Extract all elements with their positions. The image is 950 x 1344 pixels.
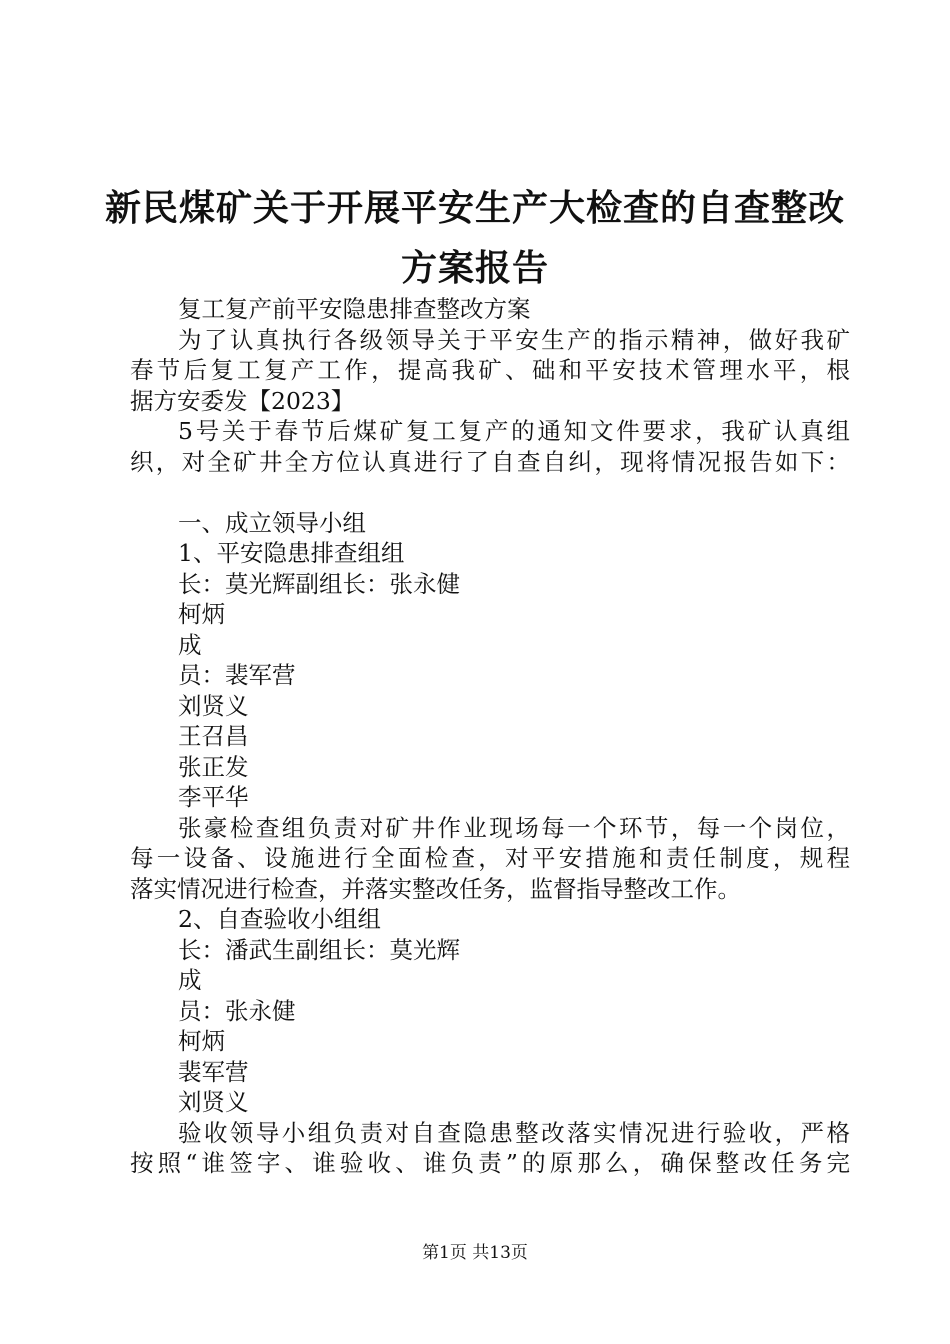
document-title-line-1: 新民煤矿关于开展平安生产大检查的自查整改 [104, 187, 845, 229]
body-line: 长：莫光辉副组长：张永健 [178, 569, 460, 598]
body-line: 成 [178, 966, 202, 994]
body-line: 一、成立领导小组 [178, 508, 366, 537]
page-footer: 第1页 共13页 [422, 1243, 528, 1263]
body-line: 李平华 [178, 783, 249, 811]
body-line: 刘贤义 [178, 1088, 249, 1116]
body-line: 按照“谁签字、谁验收、谁负责”的原那么，确保整改任务完 [130, 1149, 850, 1177]
body-line: 成 [178, 630, 202, 659]
body-line: 2、自查验收小组组 [178, 905, 381, 933]
body-line: 据方安委发【2023】 [130, 386, 355, 415]
body-line: 织，对全矿井全方位认真进行了自查自纠，现将情况报告如下： [130, 447, 850, 476]
document-body [130, 294, 850, 1179]
body-line: 柯炳 [178, 1027, 225, 1055]
body-line: 裴军营 [178, 1057, 249, 1086]
body-line: 刘贤义 [178, 691, 249, 720]
body-line: 春节后复工复产工作，提高我矿、础和平安技术管理水平，根 [130, 356, 850, 384]
body-line: 复工复产前平安隐患排查整改方案 [178, 295, 531, 323]
body-line: 落实情况进行检查，并落实整改任务，监督指导整改工作。 [130, 874, 741, 903]
body-line: 员：裴军营 [178, 661, 296, 689]
body-line: 柯炳 [178, 600, 225, 628]
body-line: 张豪检查组负责对矿井作业现场每一个环节，每一个岗位， [178, 813, 850, 842]
document-title-line-2: 方案报告 [400, 247, 549, 289]
body-line: 验收领导小组负责对自查隐患整改落实情况进行验收，严格 [178, 1118, 850, 1147]
body-line: 张正发 [178, 752, 249, 781]
body-line: 长：潘武生副组长：莫光辉 [178, 935, 460, 964]
body-line: 员：张永健 [178, 996, 296, 1025]
body-line: 1、平安隐患排查组组 [178, 539, 405, 567]
body-line: 王召昌 [178, 722, 249, 750]
body-line: 每一设备、设施进行全面检查，对平安措施和责任制度，规程 [130, 844, 850, 872]
body-line: 5号关于春节后煤矿复工复产的通知文件要求，我矿认真组 [178, 417, 850, 445]
body-line: 为了认真执行各级领导关于平安生产的指示精神，做好我矿 [178, 325, 850, 354]
blank-line [130, 477, 850, 508]
